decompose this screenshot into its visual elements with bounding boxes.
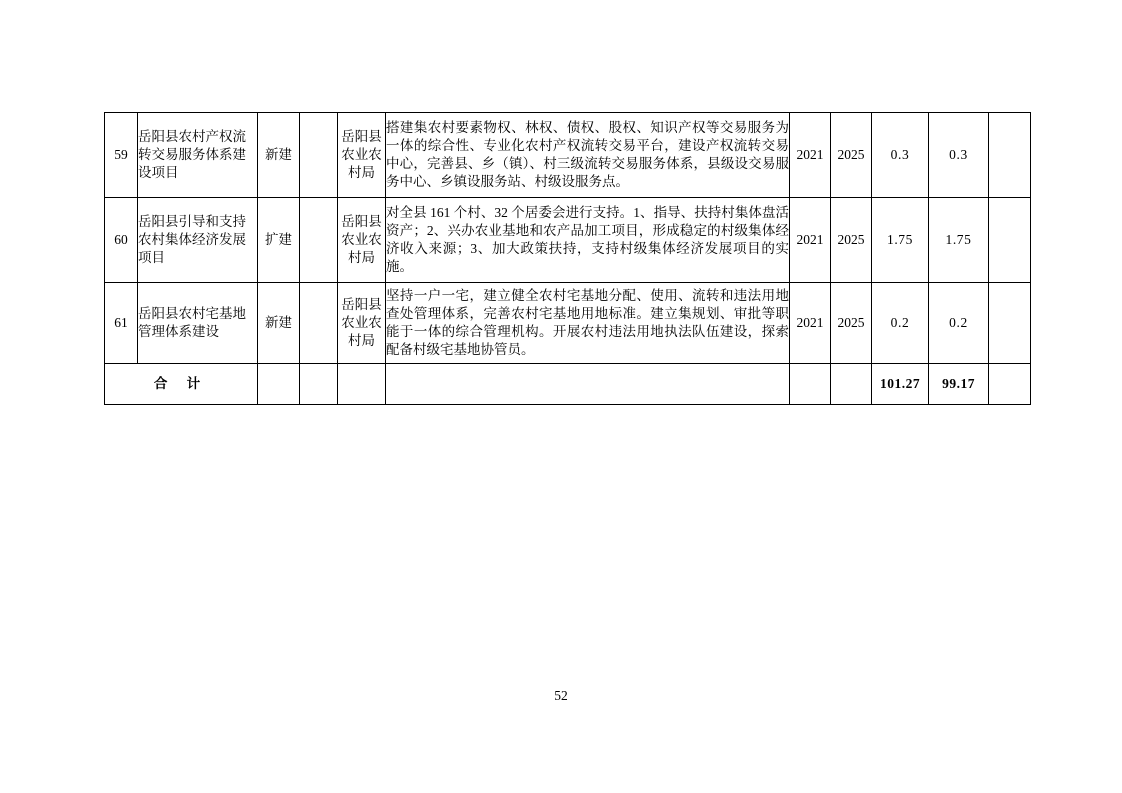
total-type	[258, 364, 300, 405]
project-name: 岳阳县农村宅基地管理体系建设	[138, 283, 258, 364]
responsible-unit: 岳阳县农业农村局	[338, 283, 386, 364]
row-number: 61	[105, 283, 138, 364]
page-number: 52	[554, 688, 568, 703]
project-type: 新建	[258, 283, 300, 364]
investment-amount-sum: 99.17	[929, 364, 989, 405]
total-description	[386, 364, 790, 405]
total-amount: 0.2	[872, 283, 929, 364]
responsible-unit: 岳阳县农业农村局	[338, 113, 386, 198]
total-amount: 0.3	[872, 113, 929, 198]
investment-amount: 0.2	[929, 283, 989, 364]
project-list-table	[104, 112, 1031, 405]
blank-cell	[300, 198, 338, 283]
investment-amount: 0.3	[929, 113, 989, 198]
total-label: 合 计	[105, 364, 258, 405]
table-row	[105, 283, 1031, 364]
total-blank	[300, 364, 338, 405]
project-description: 搭建集农村要素物权、林权、债权、股权、知识产权等交易服务为一体的综合性、专业化农村产权流转交易平台，建设产权流转交易中心，完善县、乡（镇）、村三级流转交易服务体系，县级设交易服务中心、乡镇设服务站、村级设服务点。	[386, 113, 790, 198]
project-type: 新建	[258, 113, 300, 198]
start-year: 2021	[790, 198, 831, 283]
table-row	[105, 113, 1031, 198]
row-number: 59	[105, 113, 138, 198]
total-amount: 1.75	[872, 198, 929, 283]
end-year: 2025	[831, 113, 872, 198]
total-remark	[989, 364, 1031, 405]
total-amount-sum: 101.27	[872, 364, 929, 405]
remark	[989, 113, 1031, 198]
project-name: 岳阳县农村产权流转交易服务体系建设项目	[138, 113, 258, 198]
project-type: 扩建	[258, 198, 300, 283]
table-total-row	[105, 364, 1031, 405]
total-start-year	[790, 364, 831, 405]
blank-cell	[300, 283, 338, 364]
project-name: 岳阳县引导和支持农村集体经济发展项目	[138, 198, 258, 283]
end-year: 2025	[831, 198, 872, 283]
start-year: 2021	[790, 283, 831, 364]
remark	[989, 198, 1031, 283]
project-description: 对全县 161 个村、32 个居委会进行支持。1、指导、扶持村集体盘活资产；2、兴办农业基地和农产品加工项目，形成稳定的村级集体经济收入来源；3、加大政策扶持，支持村级集体经济发展项目的实施。	[386, 198, 790, 283]
total-end-year	[831, 364, 872, 405]
row-number: 60	[105, 198, 138, 283]
total-unit	[338, 364, 386, 405]
investment-amount: 1.75	[929, 198, 989, 283]
start-year: 2021	[790, 113, 831, 198]
responsible-unit: 岳阳县农业农村局	[338, 198, 386, 283]
remark	[989, 283, 1031, 364]
project-description: 坚持一户一宅，建立健全农村宅基地分配、使用、流转和违法用地查处管理体系，完善农村宅基地用地标准。建立集规划、审批等职能于一体的综合管理机构。开展农村违法用地执法队伍建设，探索配备村级宅基地协管员。	[386, 283, 790, 364]
table-row	[105, 198, 1031, 283]
blank-cell	[300, 113, 338, 198]
end-year: 2025	[831, 283, 872, 364]
